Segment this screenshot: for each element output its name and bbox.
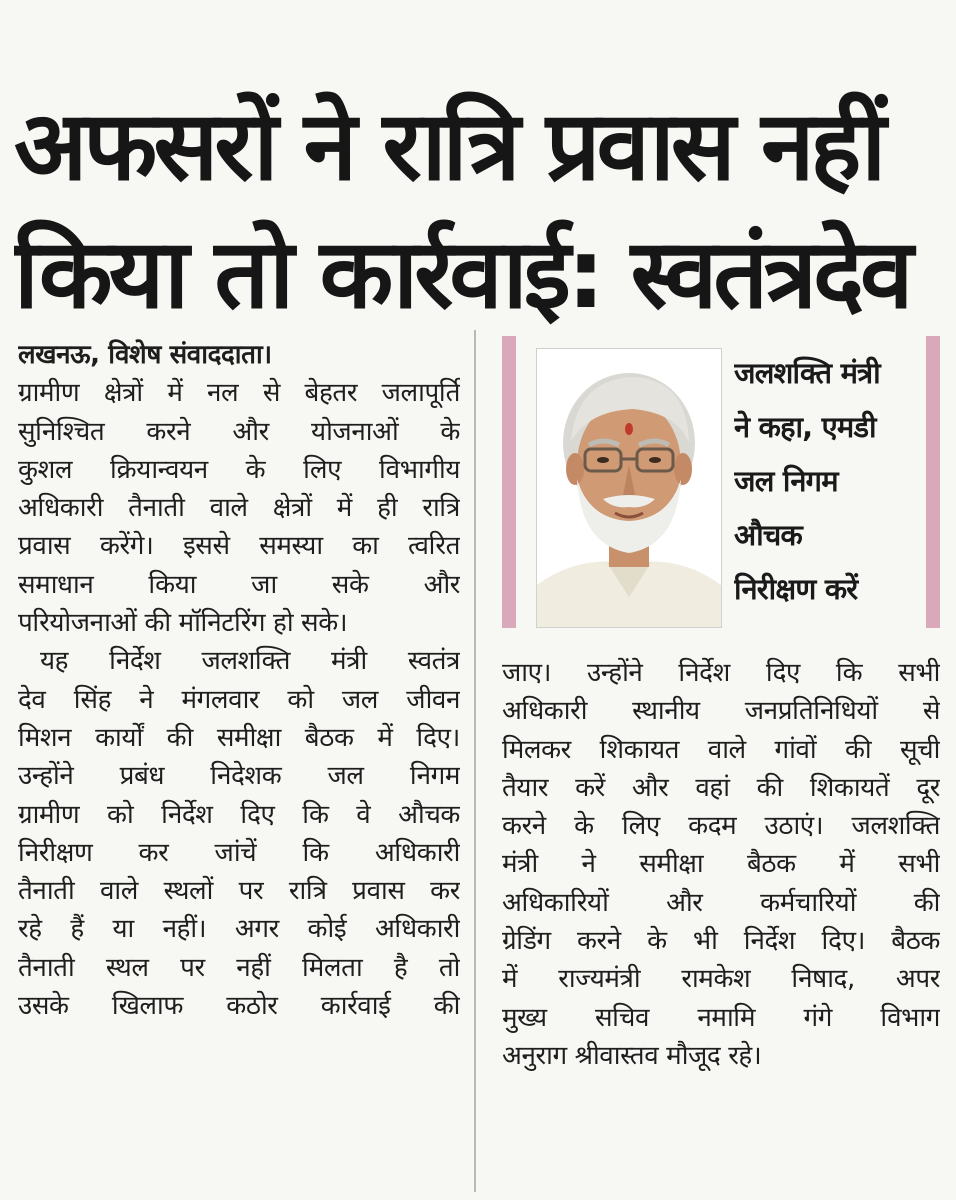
article-line: जाए। उन्होंने निर्देश दिए कि सभी: [502, 658, 940, 688]
article-line: तैनाती स्थल पर नहीं मिलता है तो: [18, 952, 460, 983]
article-line: कुशल क्रियान्वयन के लिए विभागीय: [18, 454, 460, 485]
article-line: मिलकर शिकायत वाले गांवों की सूची: [502, 734, 940, 765]
photo-box: [502, 336, 940, 636]
headline-line-2: किया तो कार्रवाई: स्वतंत्रदेव: [14, 218, 910, 331]
article-line: मुख्य सचिव नमामि गंगे विभाग: [502, 1002, 940, 1033]
article-line: में राज्यमंत्री रामकेश निषाद, अपर: [502, 964, 940, 995]
article-line: तैयार करें और वहां की शिकायतें दूर: [502, 772, 940, 803]
article-line: उन्होंने प्रबंध निदेशक जल निगम: [18, 761, 460, 792]
portrait-photo: [536, 348, 722, 628]
article-line: सुनिश्चित करने और योजनाओं के: [18, 416, 460, 447]
accent-bar-left: [502, 336, 516, 628]
pull-quote-line: जल निगम: [734, 464, 838, 498]
article-line: अधिकारी तैनाती वाले क्षेत्रों में ही रात्रि: [18, 493, 460, 524]
article-line: समाधान किया जा सके और: [18, 569, 460, 600]
article-line: उसके खिलाफ कठोर कार्रवाई की: [18, 991, 460, 1022]
headline: [14, 82, 944, 338]
article-line: करने के लिए कदम उठाएं। जलशक्ति: [502, 811, 940, 842]
article-line: देव सिंह ने मंगलवार को जल जीवन: [18, 684, 460, 715]
article-line: अधिकारी स्थानीय जनप्रतिनिधियों से: [502, 696, 940, 727]
pull-quote-line: जलशक्ति मंत्री: [734, 356, 880, 390]
article-column-right: [502, 654, 940, 1075]
article-line: रहे हैं या नहीं। अगर कोई अधिकारी: [18, 914, 460, 945]
article-line: ग्रेडिंग करने के भी निर्देश दिए। बैठक: [502, 926, 940, 957]
article-line: मिशन कार्यों की समीक्षा बैठक में दिए।: [18, 722, 460, 753]
article-column-left: [18, 336, 460, 1025]
article-line: यह निर्देश जलशक्ति मंत्री स्वतंत्र: [40, 646, 460, 677]
column-divider: [474, 330, 476, 1192]
pull-quote-line: औचक: [734, 518, 802, 552]
article-line: निरीक्षण कर जांचें कि अधिकारी: [18, 837, 460, 868]
portrait-illustration: [537, 349, 721, 627]
article-line: तैनाती वाले स्थलों पर रात्रि प्रवास कर: [18, 876, 460, 907]
article-line: परियोजनाओं की मॉनिटरिंग हो सके।: [18, 608, 348, 639]
headline-line-1: अफसरों ने रात्रि प्रवास नहीं: [14, 90, 883, 203]
article-line: मंत्री ने समीक्षा बैठक में सभी: [502, 849, 940, 880]
article-line: प्रवास करेंगे। इससे समस्या का त्वरित: [18, 531, 460, 562]
article-line: अधिकारियों और कर्मचारियों की: [502, 887, 940, 918]
article-line: अनुराग श्रीवास्तव मौजूद रहे।: [502, 1040, 762, 1071]
dateline: लखनऊ, विशेष संवाददाता।: [18, 340, 272, 370]
pull-quote-line: ने कहा, एमडी: [734, 410, 876, 444]
pull-quote: [734, 346, 924, 616]
pull-quote-line: निरीक्षण करें: [734, 572, 858, 606]
accent-bar-right: [926, 336, 940, 628]
article-line: ग्रामीण क्षेत्रों में नल से बेहतर जलापूर्ति: [18, 378, 460, 409]
article-line: ग्रामीण को निर्देश दिए कि वे औचक: [18, 799, 460, 830]
